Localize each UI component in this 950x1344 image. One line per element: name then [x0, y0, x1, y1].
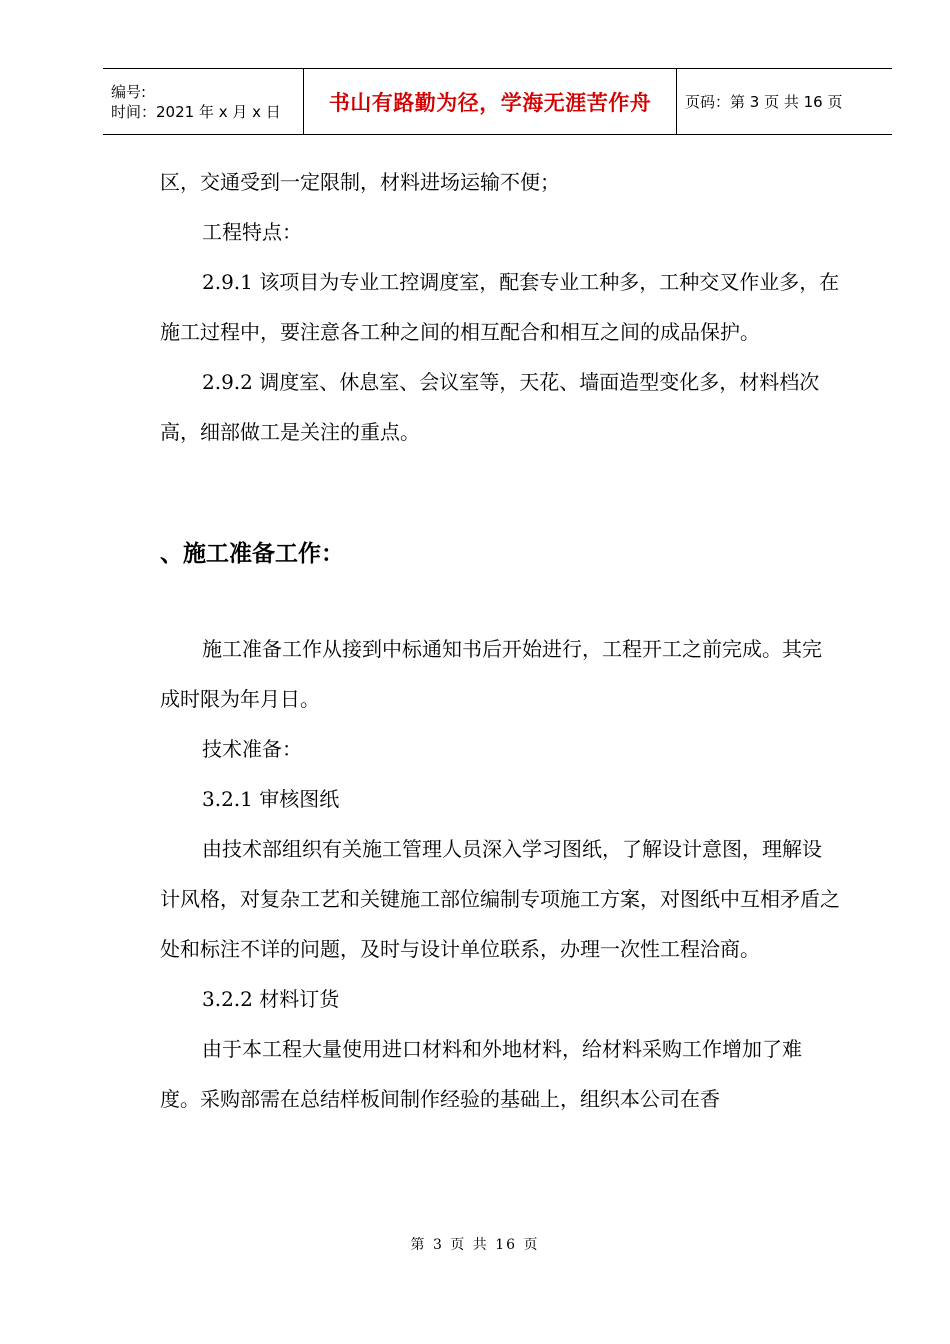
page-header — [103, 68, 892, 135]
document-date: 时间：2021 年 x 月 x 日 — [111, 102, 281, 121]
paragraph: 由于本工程大量使用进口材料和外地材料，给材料采购工作增加了难度。采购部需在总结样板间制作经验的基础上，组织本公司在香 — [160, 1037, 802, 1111]
body-block-2 — [160, 624, 840, 1124]
header-meta — [103, 69, 303, 134]
header-motto — [303, 69, 677, 134]
paragraph: 技术准备： — [202, 737, 302, 761]
document-number-label: 编号: — [111, 82, 147, 101]
paragraph: 2.9.1 该项目为专业工控调度室，配套专业工种多，工种交叉作业多，在施工过程中，要注意各工种之间的相互配合和相互之间的成品保护。 — [160, 270, 840, 344]
header-page-info — [677, 69, 892, 134]
paragraph: 施工准备工作从接到中标通知书后开始进行，工程开工之前完成。其完成时限为年月日。 — [160, 637, 822, 711]
section-heading: 、施工准备工作： — [160, 541, 344, 567]
body-block-1 — [160, 157, 840, 457]
paragraph: 工程特点： — [202, 220, 302, 244]
page-info-text: 页码：第 3 页 共 16 页 — [685, 93, 843, 111]
page-footer: 第 3 页 共 16 页 — [410, 1237, 540, 1253]
motto-text: 书山有路勤为径，学海无涯苦作舟 — [328, 90, 652, 115]
paragraph: 由技术部组织有关施工管理人员深入学习图纸，了解设计意图，理解设计风格，对复杂工艺和关键施工部位编制专项施工方案，对图纸中互相矛盾之处和标注不详的问题，及时与设计单位联系，办理一次性工程洽商。 — [160, 837, 840, 961]
paragraph: 2.9.2 调度室、休息室、会议室等，天花、墙面造型变化多，材料档次高，细部做工是关注的重点。 — [160, 370, 820, 444]
paragraph: 区，交通受到一定限制，材料进场运输不便； — [160, 170, 560, 194]
paragraph: 3.2.2 材料订货 — [202, 987, 340, 1011]
paragraph: 3.2.1 审核图纸 — [202, 787, 340, 811]
